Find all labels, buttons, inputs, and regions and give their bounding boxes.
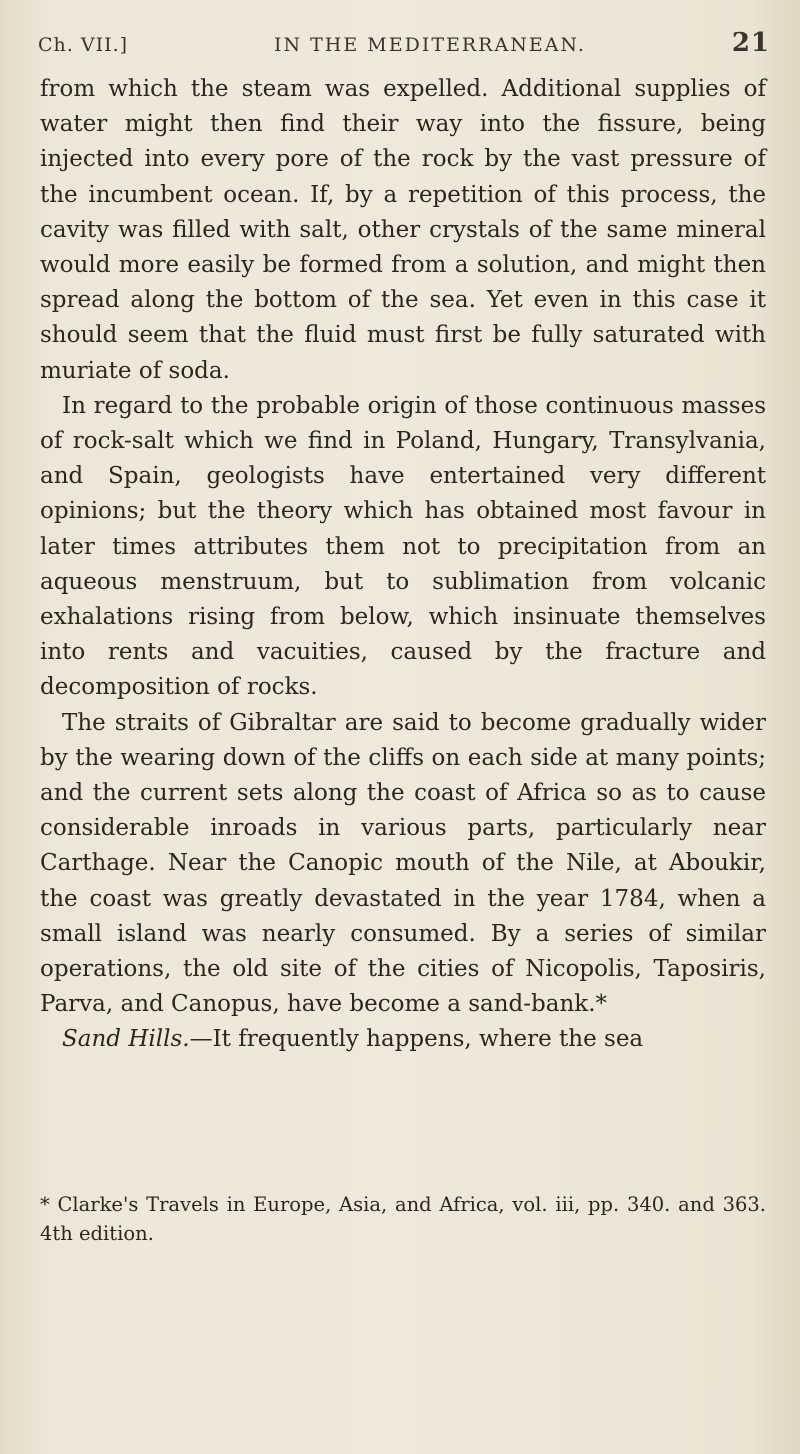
- paragraph-1: from which the steam was expelled. Additional supplies of water might then find their way into the fissure, being injected into every pore of the rock by the vast pressure of the incumbent ocean. If, by a repetition of this process, the cavity was filled with salt, other crystals of the same mineral would more easily be formed from a solution, and might then spread along the bottom of the sea. Yet even in this case it should seem that the fluid must first be fully saturated with muriate of soda.: [40, 76, 766, 384]
- paragraph-2: In regard to the probable origin of those continuous masses of rock-salt which we find in Poland, Hungary, Transylvania, and Spain, geologists have entertained very different opinions; but the theory which has obtained most favour in later times attributes them not to precipitation from an aqueous menstruum, but to sublimation from volcanic exhalations rising from below, which insinuate themselves into rents and vacuities, caused by the fracture and decomposition of rocks.: [40, 392, 766, 701]
- section-text: —It frequently happens, where the sea: [189, 1026, 644, 1053]
- chapter-label: Ch. VII.]: [38, 34, 129, 56]
- section-heading: Sand Hills.: [62, 1026, 190, 1053]
- page-number: 21: [731, 28, 770, 58]
- paragraph-3: The straits of Gibraltar are said to become gradually wider by the wearing down of the cliffs on each side at many points; and the current sets along the coast of Africa so as to cause considerable inroads in various parts, particularly near Carthage. Near the Canopic mouth of the Nile, at Aboukir, the coast was greatly devastated in the year 1784, when a small island was nearly consumed. By a series of similar operations, the old site of the cities of Nicopolis, Taposiris, Parva, and Canopus, have become a sand-bank.*: [40, 709, 766, 1018]
- body-text: [40, 72, 766, 1058]
- footnote: * Clarke's Travels in Europe, Asia, and Africa, vol. iii, pp. 340. and 363. 4th edition.: [40, 1193, 766, 1245]
- paragraph-4: [40, 1022, 766, 1057]
- running-header: [38, 28, 770, 58]
- running-title: IN THE MEDITERRANEAN.: [273, 34, 586, 56]
